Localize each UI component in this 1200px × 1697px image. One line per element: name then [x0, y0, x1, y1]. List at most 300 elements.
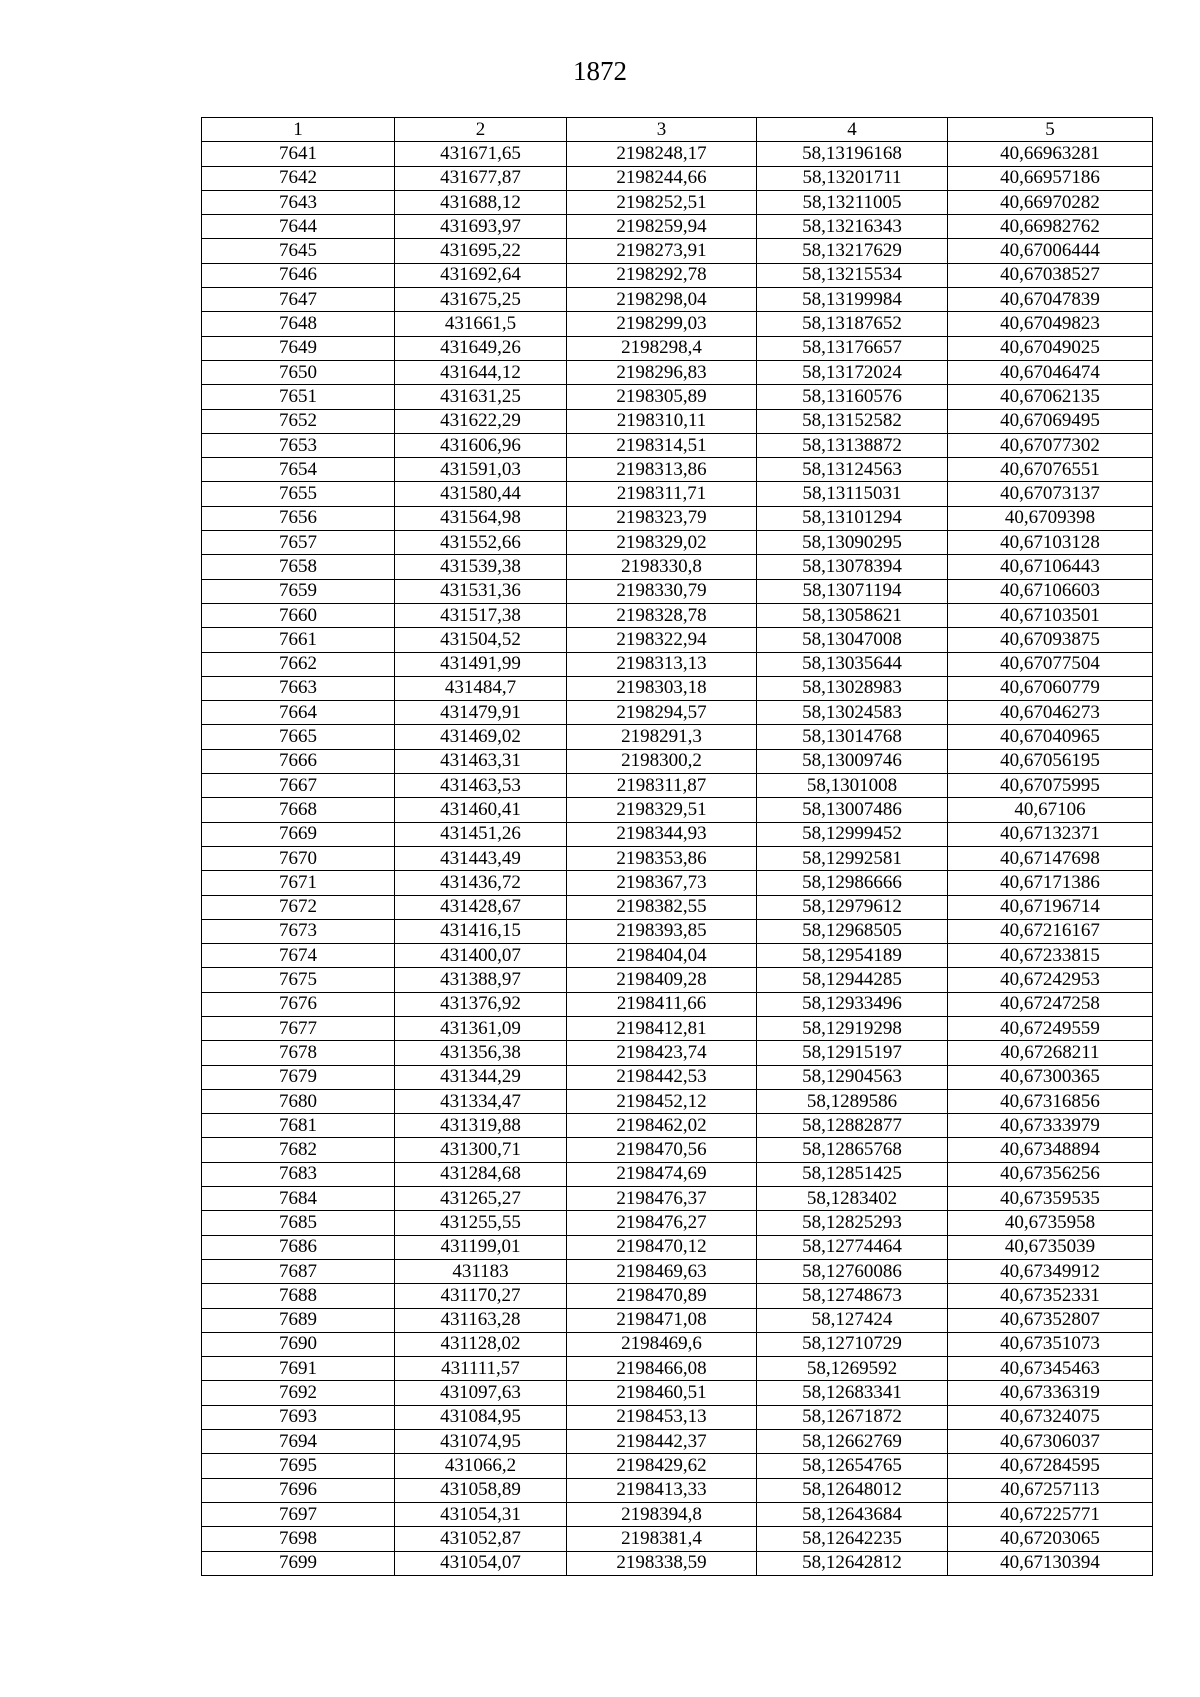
- point-number-cell: 7671: [202, 871, 395, 895]
- longitude-cell: 40,67093875: [948, 628, 1153, 652]
- table-row: [202, 579, 1153, 603]
- x-coordinate-cell: 431054,07: [395, 1551, 567, 1575]
- point-number-cell: 7675: [202, 968, 395, 992]
- table-row: [202, 871, 1153, 895]
- latitude-cell: 58,13090295: [757, 531, 948, 555]
- longitude-cell: 40,67233815: [948, 944, 1153, 968]
- page-number: 1872: [573, 56, 627, 86]
- x-coordinate-cell: 431517,38: [395, 603, 567, 627]
- point-number-cell: 7694: [202, 1430, 395, 1454]
- table-row: [202, 506, 1153, 530]
- longitude-cell: 40,67073137: [948, 482, 1153, 506]
- latitude-cell: 58,13028983: [757, 676, 948, 700]
- point-number-cell: 7662: [202, 652, 395, 676]
- table-row: [202, 798, 1153, 822]
- table-row: [202, 1502, 1153, 1526]
- y-coordinate-cell: 2198329,51: [567, 798, 757, 822]
- point-number-cell: 7647: [202, 288, 395, 312]
- y-coordinate-cell: 2198474,69: [567, 1162, 757, 1186]
- x-coordinate-cell: 431469,02: [395, 725, 567, 749]
- longitude-cell: 40,6735039: [948, 1235, 1153, 1259]
- table-row: [202, 458, 1153, 482]
- table-row: [202, 1357, 1153, 1381]
- x-coordinate-cell: 431058,89: [395, 1478, 567, 1502]
- latitude-cell: 58,12865768: [757, 1138, 948, 1162]
- y-coordinate-cell: 2198311,87: [567, 774, 757, 798]
- longitude-cell: 40,67216167: [948, 919, 1153, 943]
- latitude-cell: 58,13199984: [757, 288, 948, 312]
- y-coordinate-cell: 2198382,55: [567, 895, 757, 919]
- point-number-cell: 7681: [202, 1114, 395, 1138]
- y-coordinate-cell: 2198353,86: [567, 846, 757, 870]
- x-coordinate-cell: 431695,22: [395, 239, 567, 263]
- y-coordinate-cell: 2198469,63: [567, 1259, 757, 1283]
- x-coordinate-cell: 431531,36: [395, 579, 567, 603]
- longitude-cell: 40,67324075: [948, 1405, 1153, 1429]
- longitude-cell: 40,67040965: [948, 725, 1153, 749]
- table-row: [202, 652, 1153, 676]
- table-row: [202, 1405, 1153, 1429]
- latitude-cell: 58,13078394: [757, 555, 948, 579]
- longitude-cell: 40,67077302: [948, 433, 1153, 457]
- latitude-cell: 58,12968505: [757, 919, 948, 943]
- point-number-cell: 7697: [202, 1502, 395, 1526]
- y-coordinate-cell: 2198470,12: [567, 1235, 757, 1259]
- point-number-cell: 7644: [202, 215, 395, 239]
- point-number-cell: 7663: [202, 676, 395, 700]
- latitude-cell: 58,1283402: [757, 1187, 948, 1211]
- x-coordinate-cell: 431606,96: [395, 433, 567, 457]
- longitude-cell: 40,67356256: [948, 1162, 1153, 1186]
- longitude-cell: 40,67103128: [948, 531, 1153, 555]
- y-coordinate-cell: 2198305,89: [567, 385, 757, 409]
- latitude-cell: 58,13216343: [757, 215, 948, 239]
- column-header: 1: [202, 118, 395, 142]
- coordinates-table: [201, 117, 1153, 1576]
- x-coordinate-cell: 431677,87: [395, 166, 567, 190]
- table-row: [202, 1381, 1153, 1405]
- point-number-cell: 7692: [202, 1381, 395, 1405]
- latitude-cell: 58,12825293: [757, 1211, 948, 1235]
- point-number-cell: 7668: [202, 798, 395, 822]
- x-coordinate-cell: 431428,67: [395, 895, 567, 919]
- x-coordinate-cell: 431074,95: [395, 1430, 567, 1454]
- y-coordinate-cell: 2198294,57: [567, 701, 757, 725]
- x-coordinate-cell: 431097,63: [395, 1381, 567, 1405]
- latitude-cell: 58,13176657: [757, 336, 948, 360]
- point-number-cell: 7650: [202, 360, 395, 384]
- y-coordinate-cell: 2198394,8: [567, 1502, 757, 1526]
- x-coordinate-cell: 431463,53: [395, 774, 567, 798]
- point-number-cell: 7690: [202, 1332, 395, 1356]
- longitude-cell: 40,67203065: [948, 1527, 1153, 1551]
- table-row: [202, 385, 1153, 409]
- point-number-cell: 7659: [202, 579, 395, 603]
- y-coordinate-cell: 2198460,51: [567, 1381, 757, 1405]
- y-coordinate-cell: 2198442,37: [567, 1430, 757, 1454]
- longitude-cell: 40,6709398: [948, 506, 1153, 530]
- x-coordinate-cell: 431361,09: [395, 1016, 567, 1040]
- x-coordinate-cell: 431344,29: [395, 1065, 567, 1089]
- point-number-cell: 7699: [202, 1551, 395, 1575]
- x-coordinate-cell: 431376,92: [395, 992, 567, 1016]
- x-coordinate-cell: 431054,31: [395, 1502, 567, 1526]
- latitude-cell: 58,12904563: [757, 1065, 948, 1089]
- x-coordinate-cell: 431504,52: [395, 628, 567, 652]
- point-number-cell: 7687: [202, 1259, 395, 1283]
- longitude-cell: 40,67171386: [948, 871, 1153, 895]
- latitude-cell: 58,13035644: [757, 652, 948, 676]
- point-number-cell: 7682: [202, 1138, 395, 1162]
- y-coordinate-cell: 2198244,66: [567, 166, 757, 190]
- point-number-cell: 7643: [202, 190, 395, 214]
- table-row: [202, 774, 1153, 798]
- longitude-cell: 40,67049823: [948, 312, 1153, 336]
- latitude-cell: 58,12643684: [757, 1502, 948, 1526]
- latitude-cell: 58,13172024: [757, 360, 948, 384]
- latitude-cell: 58,12933496: [757, 992, 948, 1016]
- latitude-cell: 58,1301008: [757, 774, 948, 798]
- longitude-cell: 40,67106443: [948, 555, 1153, 579]
- longitude-cell: 40,67069495: [948, 409, 1153, 433]
- table-row: [202, 1332, 1153, 1356]
- y-coordinate-cell: 2198381,4: [567, 1527, 757, 1551]
- x-coordinate-cell: 431300,71: [395, 1138, 567, 1162]
- latitude-cell: 58,12671872: [757, 1405, 948, 1429]
- point-number-cell: 7653: [202, 433, 395, 457]
- y-coordinate-cell: 2198314,51: [567, 433, 757, 457]
- table-row: [202, 676, 1153, 700]
- x-coordinate-cell: 431539,38: [395, 555, 567, 579]
- longitude-cell: 40,67316856: [948, 1089, 1153, 1113]
- table-row: [202, 1162, 1153, 1186]
- longitude-cell: 40,67348894: [948, 1138, 1153, 1162]
- x-coordinate-cell: 431084,95: [395, 1405, 567, 1429]
- latitude-cell: 58,13187652: [757, 312, 948, 336]
- latitude-cell: 58,13024583: [757, 701, 948, 725]
- y-coordinate-cell: 2198273,91: [567, 239, 757, 263]
- table-row: [202, 968, 1153, 992]
- y-coordinate-cell: 2198303,18: [567, 676, 757, 700]
- x-coordinate-cell: 431451,26: [395, 822, 567, 846]
- point-number-cell: 7680: [202, 1089, 395, 1113]
- y-coordinate-cell: 2198330,8: [567, 555, 757, 579]
- column-header: 3: [567, 118, 757, 142]
- latitude-cell: 58,12986666: [757, 871, 948, 895]
- x-coordinate-cell: 431284,68: [395, 1162, 567, 1186]
- longitude-cell: 40,67106603: [948, 579, 1153, 603]
- y-coordinate-cell: 2198462,02: [567, 1114, 757, 1138]
- longitude-cell: 40,67056195: [948, 749, 1153, 773]
- x-coordinate-cell: 431319,88: [395, 1114, 567, 1138]
- latitude-cell: 58,12919298: [757, 1016, 948, 1040]
- point-number-cell: 7696: [202, 1478, 395, 1502]
- point-number-cell: 7657: [202, 531, 395, 555]
- y-coordinate-cell: 2198310,11: [567, 409, 757, 433]
- point-number-cell: 7677: [202, 1016, 395, 1040]
- y-coordinate-cell: 2198338,59: [567, 1551, 757, 1575]
- x-coordinate-cell: 431491,99: [395, 652, 567, 676]
- x-coordinate-cell: 431661,5: [395, 312, 567, 336]
- y-coordinate-cell: 2198470,56: [567, 1138, 757, 1162]
- table-row: [202, 360, 1153, 384]
- point-number-cell: 7656: [202, 506, 395, 530]
- table-row: [202, 312, 1153, 336]
- x-coordinate-cell: 431622,29: [395, 409, 567, 433]
- y-coordinate-cell: 2198411,66: [567, 992, 757, 1016]
- x-coordinate-cell: 431688,12: [395, 190, 567, 214]
- longitude-cell: 40,67359535: [948, 1187, 1153, 1211]
- y-coordinate-cell: 2198311,71: [567, 482, 757, 506]
- longitude-cell: 40,67333979: [948, 1114, 1153, 1138]
- table-row: [202, 1478, 1153, 1502]
- table-row: [202, 1041, 1153, 1065]
- longitude-cell: 40,67247258: [948, 992, 1153, 1016]
- x-coordinate-cell: 431111,57: [395, 1357, 567, 1381]
- x-coordinate-cell: 431552,66: [395, 531, 567, 555]
- table-row: [202, 1527, 1153, 1551]
- latitude-cell: 58,12915197: [757, 1041, 948, 1065]
- x-coordinate-cell: 431580,44: [395, 482, 567, 506]
- point-number-cell: 7678: [202, 1041, 395, 1065]
- longitude-cell: 40,67196714: [948, 895, 1153, 919]
- point-number-cell: 7645: [202, 239, 395, 263]
- table-row: [202, 433, 1153, 457]
- y-coordinate-cell: 2198322,94: [567, 628, 757, 652]
- longitude-cell: 40,67349912: [948, 1259, 1153, 1283]
- longitude-cell: 40,67076551: [948, 458, 1153, 482]
- y-coordinate-cell: 2198409,28: [567, 968, 757, 992]
- table-row: [202, 1187, 1153, 1211]
- x-coordinate-cell: 431265,27: [395, 1187, 567, 1211]
- x-coordinate-cell: 431564,98: [395, 506, 567, 530]
- x-coordinate-cell: 431692,64: [395, 263, 567, 287]
- y-coordinate-cell: 2198296,83: [567, 360, 757, 384]
- longitude-cell: 40,67046474: [948, 360, 1153, 384]
- longitude-cell: 40,67242953: [948, 968, 1153, 992]
- latitude-cell: 58,13058621: [757, 603, 948, 627]
- table-row: [202, 142, 1153, 166]
- point-number-cell: 7641: [202, 142, 395, 166]
- y-coordinate-cell: 2198471,08: [567, 1308, 757, 1332]
- y-coordinate-cell: 2198248,17: [567, 142, 757, 166]
- longitude-cell: 40,67132371: [948, 822, 1153, 846]
- longitude-cell: 40,67106: [948, 798, 1153, 822]
- point-number-cell: 7651: [202, 385, 395, 409]
- latitude-cell: 58,12748673: [757, 1284, 948, 1308]
- table-row: [202, 1235, 1153, 1259]
- longitude-cell: 40,66963281: [948, 142, 1153, 166]
- table-row: [202, 1211, 1153, 1235]
- table-row: [202, 190, 1153, 214]
- latitude-cell: 58,12944285: [757, 968, 948, 992]
- point-number-cell: 7698: [202, 1527, 395, 1551]
- longitude-cell: 40,67268211: [948, 1041, 1153, 1065]
- point-number-cell: 7673: [202, 919, 395, 943]
- longitude-cell: 40,67006444: [948, 239, 1153, 263]
- table-row: [202, 895, 1153, 919]
- x-coordinate-cell: 431463,31: [395, 749, 567, 773]
- latitude-cell: 58,12642812: [757, 1551, 948, 1575]
- table-row: [202, 1284, 1153, 1308]
- longitude-cell: 40,66970282: [948, 190, 1153, 214]
- y-coordinate-cell: 2198367,73: [567, 871, 757, 895]
- latitude-cell: 58,13215534: [757, 263, 948, 287]
- x-coordinate-cell: 431460,41: [395, 798, 567, 822]
- point-number-cell: 7679: [202, 1065, 395, 1089]
- table-row: [202, 1308, 1153, 1332]
- x-coordinate-cell: 431183: [395, 1259, 567, 1283]
- y-coordinate-cell: 2198469,6: [567, 1332, 757, 1356]
- x-coordinate-cell: 431356,38: [395, 1041, 567, 1065]
- longitude-cell: 40,67049025: [948, 336, 1153, 360]
- longitude-cell: 40,67352331: [948, 1284, 1153, 1308]
- x-coordinate-cell: 431334,47: [395, 1089, 567, 1113]
- y-coordinate-cell: 2198413,33: [567, 1478, 757, 1502]
- table-row: [202, 555, 1153, 579]
- column-header: 2: [395, 118, 567, 142]
- point-number-cell: 7642: [202, 166, 395, 190]
- x-coordinate-cell: 431644,12: [395, 360, 567, 384]
- point-number-cell: 7695: [202, 1454, 395, 1478]
- point-number-cell: 7666: [202, 749, 395, 773]
- longitude-cell: 40,6735958: [948, 1211, 1153, 1235]
- point-number-cell: 7676: [202, 992, 395, 1016]
- y-coordinate-cell: 2198298,04: [567, 288, 757, 312]
- table-row: [202, 944, 1153, 968]
- longitude-cell: 40,67225771: [948, 1502, 1153, 1526]
- table-body: [202, 142, 1153, 1576]
- y-coordinate-cell: 2198298,4: [567, 336, 757, 360]
- latitude-cell: 58,13217629: [757, 239, 948, 263]
- y-coordinate-cell: 2198423,74: [567, 1041, 757, 1065]
- x-coordinate-cell: 431128,02: [395, 1332, 567, 1356]
- point-number-cell: 7691: [202, 1357, 395, 1381]
- column-header: 5: [948, 118, 1153, 142]
- longitude-cell: 40,67336319: [948, 1381, 1153, 1405]
- y-coordinate-cell: 2198300,2: [567, 749, 757, 773]
- table-row: [202, 1551, 1153, 1575]
- longitude-cell: 40,67062135: [948, 385, 1153, 409]
- table-row: [202, 822, 1153, 846]
- y-coordinate-cell: 2198252,51: [567, 190, 757, 214]
- table-row: [202, 1016, 1153, 1040]
- latitude-cell: 58,1269592: [757, 1357, 948, 1381]
- longitude-cell: 40,67103501: [948, 603, 1153, 627]
- x-coordinate-cell: 431052,87: [395, 1527, 567, 1551]
- longitude-cell: 40,67130394: [948, 1551, 1153, 1575]
- table-row: [202, 725, 1153, 749]
- latitude-cell: 58,127424: [757, 1308, 948, 1332]
- table-row: [202, 288, 1153, 312]
- latitude-cell: 58,12642235: [757, 1527, 948, 1551]
- latitude-cell: 58,12999452: [757, 822, 948, 846]
- x-coordinate-cell: 431671,65: [395, 142, 567, 166]
- longitude-cell: 40,67306037: [948, 1430, 1153, 1454]
- y-coordinate-cell: 2198476,27: [567, 1211, 757, 1235]
- x-coordinate-cell: 431416,15: [395, 919, 567, 943]
- point-number-cell: 7684: [202, 1187, 395, 1211]
- point-number-cell: 7674: [202, 944, 395, 968]
- table-header-row: [202, 118, 1153, 142]
- longitude-cell: 40,66982762: [948, 215, 1153, 239]
- table-row: [202, 992, 1153, 1016]
- latitude-cell: 58,12662769: [757, 1430, 948, 1454]
- table-row: [202, 1114, 1153, 1138]
- point-number-cell: 7688: [202, 1284, 395, 1308]
- point-number-cell: 7648: [202, 312, 395, 336]
- longitude-cell: 40,67300365: [948, 1065, 1153, 1089]
- table-row: [202, 239, 1153, 263]
- latitude-cell: 58,13101294: [757, 506, 948, 530]
- table-row: [202, 919, 1153, 943]
- table-row: [202, 1138, 1153, 1162]
- y-coordinate-cell: 2198313,13: [567, 652, 757, 676]
- latitude-cell: 58,13138872: [757, 433, 948, 457]
- table-row: [202, 1259, 1153, 1283]
- x-coordinate-cell: 431649,26: [395, 336, 567, 360]
- point-number-cell: 7686: [202, 1235, 395, 1259]
- table-row: [202, 603, 1153, 627]
- latitude-cell: 58,13071194: [757, 579, 948, 603]
- longitude-cell: 40,67352807: [948, 1308, 1153, 1332]
- point-number-cell: 7646: [202, 263, 395, 287]
- x-coordinate-cell: 431631,25: [395, 385, 567, 409]
- latitude-cell: 58,12992581: [757, 846, 948, 870]
- longitude-cell: 40,66957186: [948, 166, 1153, 190]
- longitude-cell: 40,67060779: [948, 676, 1153, 700]
- point-number-cell: 7654: [202, 458, 395, 482]
- latitude-cell: 58,12648012: [757, 1478, 948, 1502]
- latitude-cell: 58,12760086: [757, 1259, 948, 1283]
- y-coordinate-cell: 2198323,79: [567, 506, 757, 530]
- longitude-cell: 40,67249559: [948, 1016, 1153, 1040]
- x-coordinate-cell: 431484,7: [395, 676, 567, 700]
- y-coordinate-cell: 2198452,12: [567, 1089, 757, 1113]
- longitude-cell: 40,67047839: [948, 288, 1153, 312]
- x-coordinate-cell: 431388,97: [395, 968, 567, 992]
- table-row: [202, 1454, 1153, 1478]
- longitude-cell: 40,67147698: [948, 846, 1153, 870]
- point-number-cell: 7665: [202, 725, 395, 749]
- point-number-cell: 7669: [202, 822, 395, 846]
- table-row: [202, 482, 1153, 506]
- x-coordinate-cell: 431675,25: [395, 288, 567, 312]
- point-number-cell: 7667: [202, 774, 395, 798]
- x-coordinate-cell: 431066,2: [395, 1454, 567, 1478]
- y-coordinate-cell: 2198292,78: [567, 263, 757, 287]
- x-coordinate-cell: 431255,55: [395, 1211, 567, 1235]
- latitude-cell: 58,13007486: [757, 798, 948, 822]
- longitude-cell: 40,67075995: [948, 774, 1153, 798]
- table-row: [202, 166, 1153, 190]
- longitude-cell: 40,67038527: [948, 263, 1153, 287]
- point-number-cell: 7693: [202, 1405, 395, 1429]
- point-number-cell: 7685: [202, 1211, 395, 1235]
- latitude-cell: 58,13124563: [757, 458, 948, 482]
- x-coordinate-cell: 431199,01: [395, 1235, 567, 1259]
- y-coordinate-cell: 2198476,37: [567, 1187, 757, 1211]
- y-coordinate-cell: 2198291,3: [567, 725, 757, 749]
- table-row: [202, 263, 1153, 287]
- x-coordinate-cell: 431443,49: [395, 846, 567, 870]
- table-row: [202, 846, 1153, 870]
- latitude-cell: 58,12851425: [757, 1162, 948, 1186]
- y-coordinate-cell: 2198470,89: [567, 1284, 757, 1308]
- y-coordinate-cell: 2198393,85: [567, 919, 757, 943]
- latitude-cell: 58,13211005: [757, 190, 948, 214]
- point-number-cell: 7683: [202, 1162, 395, 1186]
